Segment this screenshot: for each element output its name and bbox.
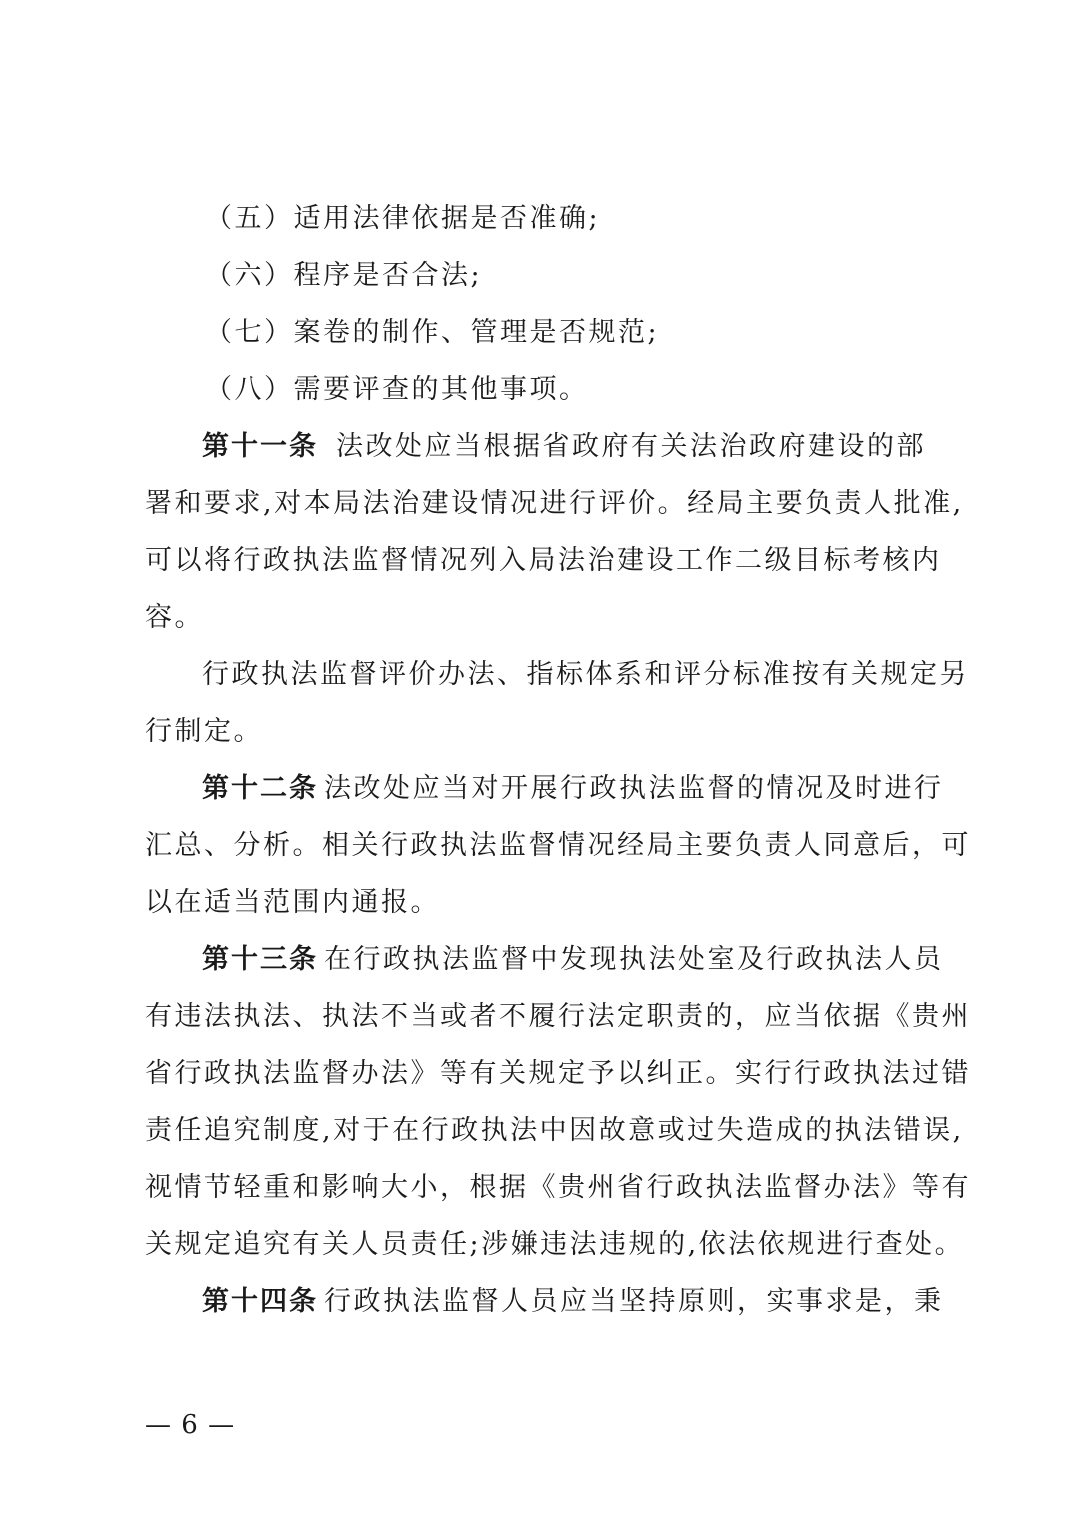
article-11-line: 容。 xyxy=(145,602,204,633)
article-13-text: 在行政执法监督中发现执法处室及行政执法人员 xyxy=(324,944,944,975)
article-11-paragraph-2-line: 行制定。 xyxy=(145,716,263,747)
article-14-first-line xyxy=(202,1285,1002,1319)
article-13-line: 省行政执法监督办法》等有关规定予以纠正。实行行政执法过错 xyxy=(145,1058,971,1089)
article-11-text: 法改处应当根据省政府有关法治政府建设的部 xyxy=(336,431,926,462)
article-11-paragraph-2-line: 行政执法监督评价办法、指标体系和评分标准按有关规定另 xyxy=(202,659,969,690)
article-11-heading: 第十一条 xyxy=(202,431,318,462)
article-13-line: 关规定追究有关人员责任;涉嫌违法违规的,依法依规进行查处。 xyxy=(145,1229,965,1260)
list-item-5: （五）适用法律依据是否准确; xyxy=(205,203,601,234)
article-12-text: 法改处应当对开展行政执法监督的情况及时进行 xyxy=(324,773,944,804)
article-12-heading: 第十二条 xyxy=(202,773,318,804)
article-12-first-line xyxy=(202,772,1002,806)
article-11-first-line xyxy=(202,430,1002,464)
article-12-line: 汇总、分析。相关行政执法监督情况经局主要负责人同意后，可 xyxy=(145,830,971,861)
article-13-line: 视情节轻重和影响大小，根据《贵州省行政执法监督办法》等有 xyxy=(145,1172,971,1203)
list-item-8: （八）需要评查的其他事项。 xyxy=(205,374,589,405)
article-11-line: 署和要求,对本局法治建设情况进行评价。经局主要负责人批准, xyxy=(145,488,964,519)
page-number: — 6 — xyxy=(145,1410,236,1440)
list-item-7: （七）案卷的制作、管理是否规范; xyxy=(205,317,660,348)
article-14-heading: 第十四条 xyxy=(202,1286,318,1317)
article-12-line: 以在适当范围内通报。 xyxy=(145,887,440,918)
article-13-first-line xyxy=(202,943,1002,977)
article-13-heading: 第十三条 xyxy=(202,944,318,975)
list-item-6: （六）程序是否合法; xyxy=(205,260,483,291)
article-14-text: 行政执法监督人员应当坚持原则，实事求是，秉 xyxy=(324,1286,944,1317)
article-13-line: 有违法执法、执法不当或者不履行法定职责的，应当依据《贵州 xyxy=(145,1001,971,1032)
article-11-line: 可以将行政执法监督情况列入局法治建设工作二级目标考核内 xyxy=(145,545,942,576)
article-13-line: 责任追究制度,对于在行政执法中因故意或过失造成的执法错误, xyxy=(145,1115,964,1146)
